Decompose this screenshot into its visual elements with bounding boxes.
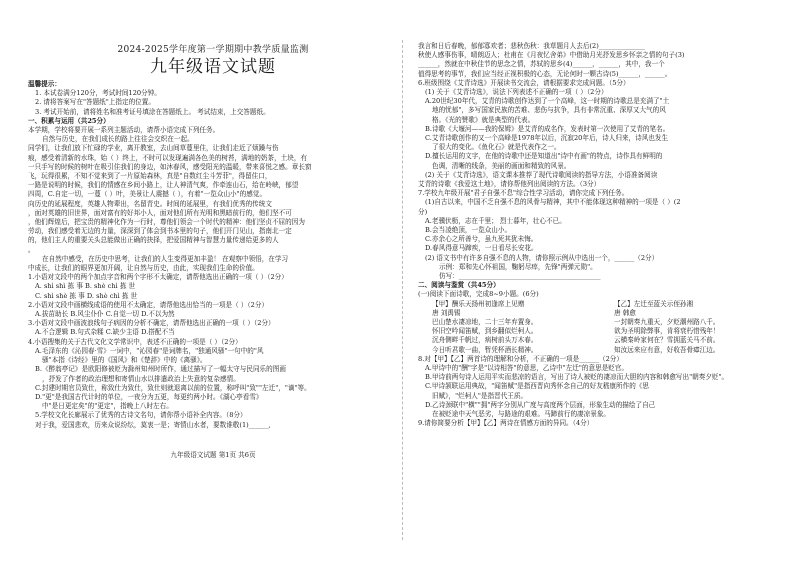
text-line: 劳动，我们感受着无边的力量，深深到了体会到书本里的句子，他们开门见山，指南北一定 — [28, 227, 292, 236]
text-line: 色调，清晰的线条，美丽的画面和精致的风景。 — [432, 161, 571, 170]
text-line: B.甲诗前两句诗人运用平实而悲凉的语言，写出了诗人被贬的凄凉而大胆的内容和韩愈写出"朝奏夕贬"。 — [425, 373, 729, 382]
text-line: 1.小语对文段中的两个加点字音和两个字形不太确定，请帮他选出正确的一项（ ）（2分） — [28, 273, 288, 282]
text-line: ，面对英雄的旧世界，面对富有的好邦小人，面对他们所有光明和黑暗前行的，他们坚不可 — [28, 208, 292, 217]
section-heading: 二、阅读与鉴赏（共45分） — [418, 281, 500, 290]
text-line: 。 — [28, 245, 35, 254]
text-line: (1)自古以来，中国不乏自强不息的风骨与精神，其中不能体现这种精神的一项是（ ）(2 — [425, 198, 681, 207]
text-line: ，他们辉煌后，把宝贵的精神化作为一行时，尊他们领会一个时代的精神：他们坚贞不屈的因为 — [28, 218, 305, 227]
text-line: 2.小语对文段中画横线成语的使用不太确定，请帮他选出恰当的一项是（ ）（2分） — [28, 300, 269, 309]
poem-yi-text: 云横秦岭家何在？雪拥蓝关马不前。 — [614, 336, 720, 345]
text-line: (2) 关于《艾青诗选》，语文课本推荐了现代诗歌阅读的指导方法，小语准备阅读 — [425, 170, 658, 179]
text-line: 痕，感受着清新的水珠，始（ ）终上，不时可以发现遍满各色美的树苔，满地的奶茶，土块，有 — [28, 153, 308, 162]
text-line: C. shì shè 拣 事 D. shè chì 拣 世 — [35, 291, 138, 300]
poem-jia-text: 沉舟侧畔千帆过，病树前头万木春。 — [432, 336, 538, 345]
exam-title: 2024-2025学年度第一学期期中教学质量监测 — [117, 45, 309, 55]
left-column — [28, 44, 398, 459]
poem-jia-text: 怀旧空吟闻笛赋，到乡翻似烂柯人。 — [432, 327, 538, 336]
text-line: 本学期，学校将要开展一系列主题活动，请帮小语完成下列任务。 — [28, 126, 220, 135]
text-line: C.封建时期官员致仕，称致仕为致仕，致仕则就退离以前的位置，称呼叫"致""左迁"，"谪"等。 — [35, 383, 311, 392]
text-line: D."更"是我国古代计时的单位，一夜分为五更，每更约两小时。《湖心亭看雪》 — [35, 392, 263, 401]
text-line: 在自然中感受，在历史中思考，让我们的人生变得更加丰盈！ 在观察中领悟，在学习 — [42, 254, 289, 263]
text-line: D.擅长运用的文字，在他的诗歌中还是知道出"诗中有画"的特点，诗作具有鲜明的 — [425, 152, 663, 161]
right-body — [418, 42, 770, 428]
poem-jia-text: 巴山楚水凄凉地，二十三年弃置身。 — [432, 318, 538, 327]
page-footer: 九年级语文试题 第1页 共6页 — [170, 450, 256, 459]
section-heading: 温馨提示： — [28, 80, 61, 88]
poem-line — [418, 346, 770, 355]
text-line: 8.对【甲】【乙】两首诗的理解和分析，不正确的一项是______（2分） — [418, 354, 623, 363]
text-line: 旧赋》，"烂柯人"是指晋代王质。 — [432, 391, 528, 400]
text-line: 的，他们主人的重要关头总能做出正确的抉择，把爱国精神与智慧力量传递给更多的人 — [28, 236, 279, 245]
poem-yi-text: 知汝远来应有意，好收吾骨瘴江边。 — [614, 345, 720, 354]
text-line: 中成长，让我们的眼界更加开阔，让自然与历史，由此，实现我们生命的价值。 — [28, 264, 259, 273]
text-line: C.甲诗颔联运用典故，"闻笛赋"是指西晋向秀怀念自己的好友嵇康所作的《思 — [425, 382, 649, 391]
poem-line — [418, 336, 770, 345]
text-line: 5.学校文化长廊展示了优秀的古诗文名句，请你帮小语补全内容。（8分） — [35, 411, 247, 420]
poem-yi-text: 【乙】左迁至蓝关示侄孙湘 — [614, 299, 694, 308]
text-line: 自然与历史，在我们成长的路上往往会交织在一起。 — [42, 135, 194, 144]
text-line: B.《醉翁亭记》是欧阳修被贬为滁州知州时所作，通过描写了一幅太守与民同乐的图画 — [35, 365, 286, 374]
text-line: 2. 请将答案写在"答题纸"上指定的位置。 — [35, 98, 155, 107]
text-line: 值得思考的事节，我们应当经正视积极的心态，无论何时一颗古诗(5)______，______。 — [418, 69, 672, 78]
text-line: 一路是说明的时候，我们的情感在乡间小路上，让人神清气爽，作牵连山石，给在岭峡，郁望 — [28, 181, 299, 190]
text-line: C.亦余心之所善兮，虽九死其犹未悔。 — [425, 235, 538, 244]
text-line: 3. 考试开始前，请将姓名和准考证号填涂在答题纸上。 考试结束，上交答题纸。 — [35, 107, 270, 116]
text-line: C.艾青诗歌创作的又一个高峰是1978年以后，沉寂20年后，诗人归来，诗风也发生 — [425, 134, 669, 143]
text-line: 地的忧郁"，多写国家民族的苦难、悲伤与抗争，具有非常沉重、深厚又大气的风 — [432, 106, 666, 115]
poem-yi-text: 一封朝奏九重天，夕贬潮州路八千。 — [614, 318, 720, 327]
text-line: 了很大的变化。《鱼化石》就是代表作之一。 — [432, 143, 561, 152]
text-line: (一)阅读下面诗歌，完成8~9小题。(6分) — [418, 290, 539, 299]
poem-line — [418, 309, 770, 318]
poem-line — [418, 318, 770, 327]
text-line: 示例：郑和先心怀祖国，鞠躬尽瘁，先锋"两弹元勋"。 — [439, 262, 597, 271]
text-line: 四周，C.自定一切，一蔓（ ）叶，美景让人震撼（ ），有着"一览众山小"的感觉。 — [28, 190, 267, 199]
text-line: 9.请你简要分析【甲】【乙】两诗在情感方面的异同。（4分） — [418, 419, 594, 428]
text-line: 秋使人感事伤事，晴朗迈人；杜甫在《月夜忆舍弟》中借助月光抒发思乡怀亲之情的句子(3) — [418, 51, 685, 60]
poem-jia-text: 今日听君歌一曲，暂凭杯酒长精神。 — [432, 345, 538, 354]
text-line: 6.班级围绕《艾青诗选》开展读书交流会，请根据要求完成问题。（5分） — [418, 78, 630, 87]
text-line: (1) 关于《艾青诗选》，说法下列表述不正确的一项（ ）（2分） — [425, 88, 608, 97]
text-line: 骚"本指《诗经》里的《国风》和《楚辞》中的《离骚》。 — [42, 356, 207, 365]
text-line: 中"是日更定矣"的"更定"，指晚上八时左右。 — [42, 402, 173, 411]
text-line: D.春风得意马蹄疾，一日看尽长安花。 — [425, 244, 538, 253]
text-line: B.诗歌《大堰河——我的保姆》是艾青的成名作，发表时第一次使用了艾青的笔名。 — [425, 124, 670, 133]
text-line: ______，然就在中秋佳节的思念之情，苏轼的思乡(4)______，______，其中，我一个 — [418, 60, 665, 69]
text-line: A.20世纪30年代，艾青的诗歌创作达到了一个高峰，这一时期的诗歌总是充满了"土 — [425, 97, 670, 106]
right-column — [418, 42, 770, 428]
left-body — [28, 80, 398, 430]
text-line: A.甲诗中的"酬"字是"以诗相答"的意思，乙诗中"左迁"的意思是贬官。 — [425, 364, 629, 373]
poem-jia-text: 唐 刘禹锡 — [432, 308, 461, 317]
text-line: 仿写：___________________________________________ — [439, 272, 601, 281]
poem-jia-text: 【甲】酬乐天扬州初逢席上见赠 — [432, 299, 525, 308]
text-line: 1. 本试卷满分120分，考试时间120分钟。 — [35, 89, 161, 98]
text-line: ，抒发了作者的政治理想和寄情山水以排遣政治上失意的复杂感情。 — [42, 374, 240, 383]
text-line: B.会当凌绝顶，一览众山小。 — [425, 226, 512, 235]
poem-line — [418, 300, 770, 309]
text-line: 向历史的延展程度，英雄人物辈出，名留青史。时间的延展里，有我们优秀的传统文 — [28, 199, 272, 208]
poem-line — [418, 327, 770, 336]
text-line: A. shì shì 拣 事 B. shè chì 拣 世 — [35, 282, 136, 291]
page-title: 九年级语文试题 — [150, 57, 276, 77]
text-line: 分) — [418, 207, 428, 216]
text-line: A.不合逻辑 B.句式杂糅 C.缺少主语 D.搭配不当 — [35, 328, 175, 337]
text-line: D.乙诗颈联中"横""拥"两字分别从广度与高度两个层面，形象生动的描绘了自己 — [425, 400, 656, 409]
text-line: 艾青的诗歌《我爱这土地》，请你帮他列出阅读的方法。（3分） — [418, 180, 601, 189]
text-line: 对于我，爱国悲欢，历来众说纷纭，莫衷一是；寄情山水者，要数谁敬(1)______, — [35, 420, 271, 429]
text-line: 3.小语对文段中画波浪线句子病因的分析不确定，请帮他选出正确的一项（ ）（2分） — [28, 319, 275, 328]
text-line: A.毛泽东的《沁园春·雪》一词中，"沁园春"是词牌名，"独通风骚"一句中的"风 — [35, 346, 264, 355]
text-line: A.拔苗助长 B.风尘仆仆 C.自觉一切 D.不以为然 — [35, 310, 175, 319]
text-line: 飞，玩得很累，不知不觉来到了一片原始森林，真是"自数红尘斗芳菲"，得留住口， — [28, 172, 272, 181]
text-line: 一只手写的时候的树叶在吸引住我们的身边，如沐春风，感受阳光的温暖，带来喜悦之感。章长窗 — [28, 162, 312, 171]
text-line: 我言和日后春晚，郁郁寡欢者；悲秋伤秋：我草题月人去后(2)______________ — [418, 42, 645, 50]
text-line: A.老骥伏枥，志在千里； 烈士暮年，壮心不已。 — [425, 216, 566, 225]
text-line: 4.小语搜集的关于古代文化文学常识中，表述不正确的一项是（ ）（2分） — [28, 337, 242, 346]
section-heading: 一、积累与运用（共25分） — [28, 116, 110, 125]
text-line: 同学们，让我们放下忙碌的学业，离开教室，去山间草蔓里住，让我们走近了烦躁与伤 — [28, 144, 279, 153]
text-line: (2) 语文书中有许多自强不息的人物，请你照示例从中选出一个，______（2分） — [425, 253, 659, 262]
poem-yi-text: 欲为圣明除弊事，肯将衰朽惜残年！ — [614, 327, 720, 336]
poem-yi-text: 唐 韩愈 — [614, 308, 636, 317]
text-line: 格。《光的赞歌》就是典型的代表。 — [432, 115, 535, 124]
text-line: 在被贬途中天气恶劣，与路途的艰难。马蹄前行的凄凉景象。 — [432, 410, 611, 419]
column-divider — [402, 40, 403, 540]
text-line: 7.学校九年级开展"君子自强不息"综合性学习活动，请你完成下列任务。 — [418, 189, 629, 198]
